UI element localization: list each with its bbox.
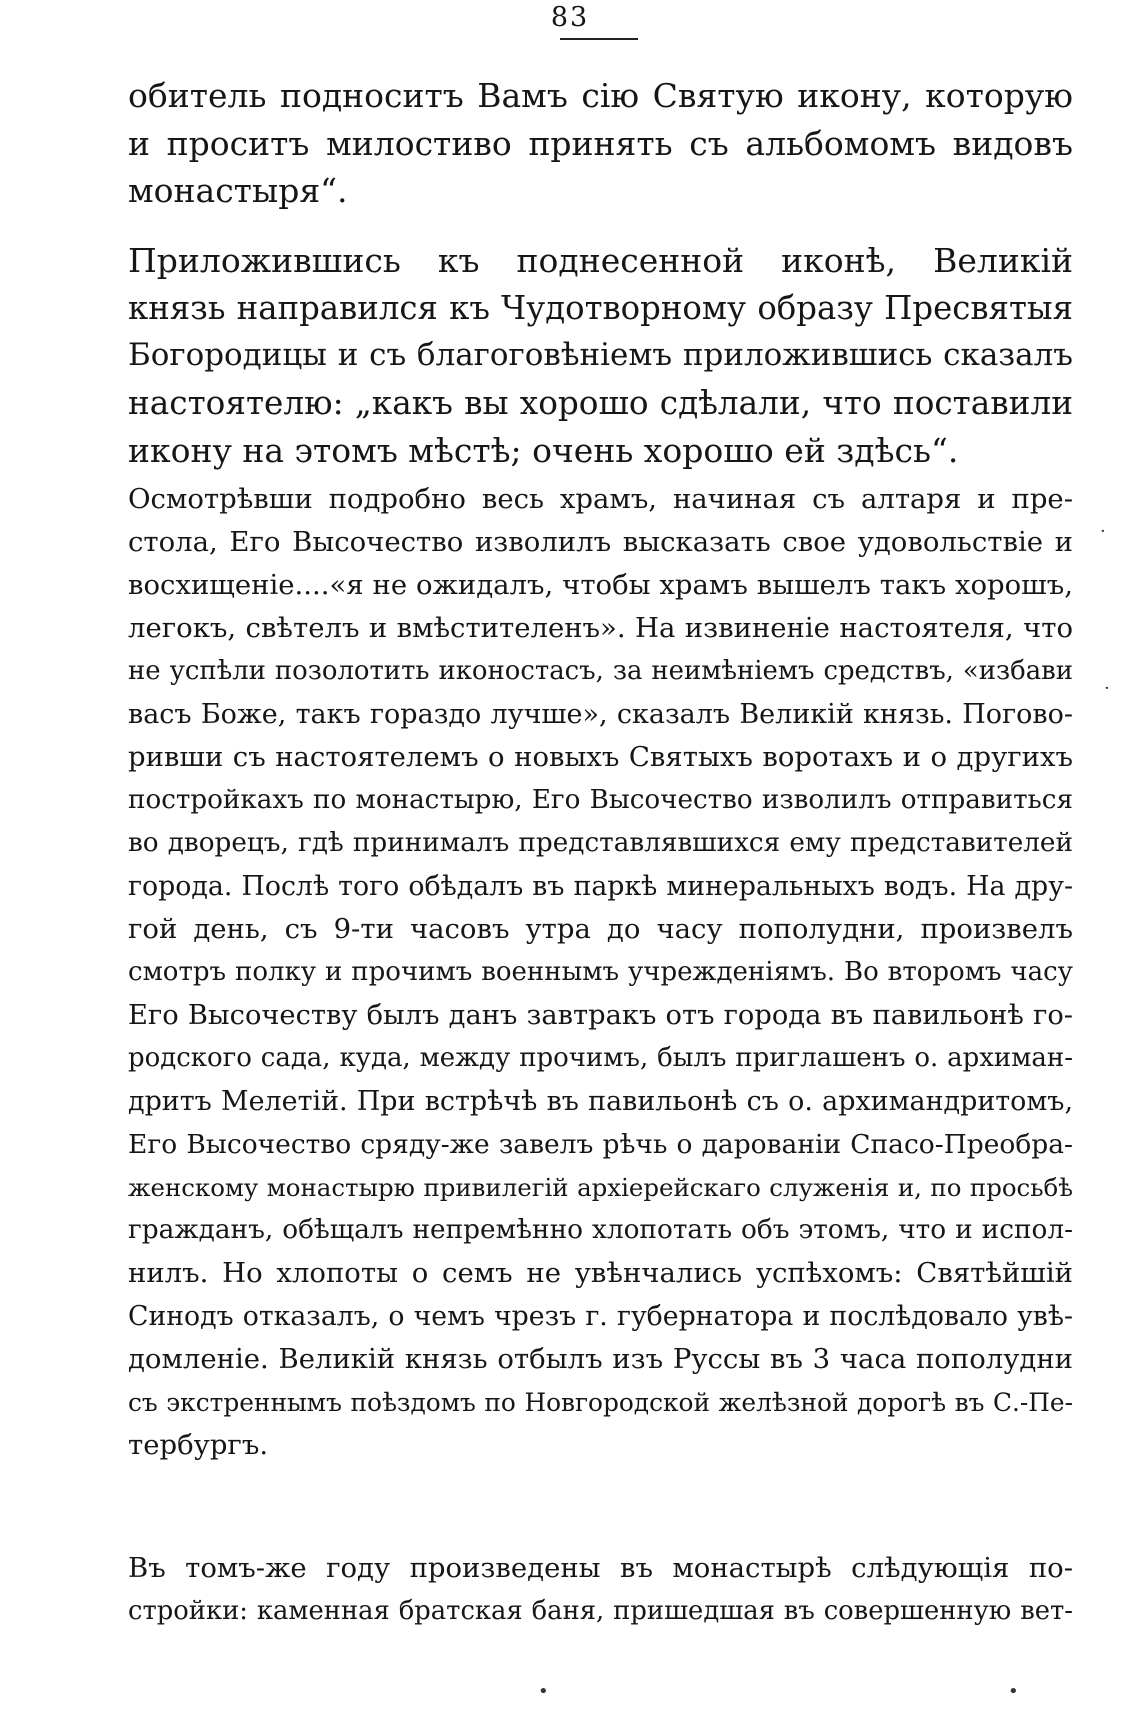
text-line: легокъ, свѣтелъ и вмѣстителенъ». На извиненіе настоятеля, что xyxy=(128,612,1073,644)
text-line: васъ Боже, такъ гораздо лучше», сказалъ Великій князь. Погово- xyxy=(128,699,1073,730)
text-line: женскому монастырю привилегій архіерейскаго служенія и, по просьбѣ xyxy=(128,1173,1073,1202)
paragraph-grand-duke-icon xyxy=(128,237,1073,475)
paragraph-quote-ending xyxy=(128,72,1073,215)
text-line: домленіе. Великій князь отбылъ изъ Руссы въ 3 часа пополудни xyxy=(128,1343,1073,1375)
text-line: икону на этомъ мѣстѣ; очень хорошо ей здѣсь“. xyxy=(128,431,959,470)
text-line: и проситъ милостиво принять съ альбомомъ видовъ xyxy=(128,123,1073,163)
text-line: обитель подноситъ Вамъ сію Святую икону, которую xyxy=(128,76,1073,115)
text-line: не успѣли позолотить иконостасъ, за неимѣніемъ средствъ, «избави xyxy=(128,656,1073,686)
text-line: съ экстреннымъ поѣздомъ по Новгородской желѣзной дорогѣ въ С.-Пе- xyxy=(128,1388,1073,1417)
text-line: города. Послѣ того обѣдалъ въ паркѣ минеральныхъ водъ. На дру- xyxy=(128,871,1073,902)
text-line: Осмотрѣвши подробно весь храмъ, начиная съ алтаря и пре- xyxy=(128,483,1073,515)
text-line: нилъ. Но хлопоты о семъ не увѣнчались успѣхомъ: Святѣйшій xyxy=(128,1257,1073,1289)
text-line: дритъ Мелетій. При встрѣчѣ въ павильонѣ съ о. архимандритомъ, xyxy=(128,1086,1073,1117)
text-line: стола, Его Высочество изволилъ высказать свое удовольствіе и xyxy=(128,526,1073,558)
print-speck: • xyxy=(1008,1681,1019,1702)
text-line: постройкахъ по монастырю, Его Высочество изволилъ отправиться xyxy=(128,785,1073,815)
text-line: ривши съ настоятелемъ о новыхъ Святыхъ воротахъ и о другихъ xyxy=(128,741,1073,773)
page-number: 83 xyxy=(550,2,590,33)
text-line: Богородицы и съ благоговѣніемъ приложившись сказалъ xyxy=(128,337,1073,373)
text-line: князь направился къ Чудотворному образу Пресвятыя xyxy=(128,288,1073,327)
text-line: Синодъ отказалъ, о чемъ чрезъ г. губернатора и послѣдовало увѣ- xyxy=(128,1301,1073,1332)
text-line: Его Высочеству былъ данъ завтракъ отъ города въ павильонѣ го- xyxy=(128,1000,1073,1031)
paragraph-new-buildings xyxy=(128,1547,1073,1633)
text-line: Его Высочество сряду-же завелъ рѣчь о дарованіи Спасо-Преобра- xyxy=(128,1129,1073,1160)
print-speck: • xyxy=(538,1681,549,1702)
text-line: смотръ полку и прочимъ военнымъ учрежденіямъ. Во второмъ часу xyxy=(128,957,1073,987)
print-speck: · xyxy=(1104,678,1110,699)
text-line: тербургъ. xyxy=(128,1429,269,1461)
text-line: Въ томъ-же году произведены въ монастырѣ слѣдующія по- xyxy=(128,1552,1073,1584)
text-line: стройки: каменная братская баня, пришедшая въ совершенную вет- xyxy=(128,1596,1073,1626)
text-line: Приложившись къ поднесенной иконѣ, Великій xyxy=(128,241,1073,280)
text-line: гой день, съ 9-ти часовъ утра до часу пополудни, произвелъ xyxy=(128,913,1073,945)
text-line: монастыря“. xyxy=(128,171,348,210)
page-number-rule xyxy=(560,38,638,40)
text-line: гражданъ, обѣщалъ непремѣнно хлопотать объ этомъ, что и испол- xyxy=(128,1215,1073,1245)
print-speck: · xyxy=(1100,521,1106,542)
text-line: настоятелю: „какъ вы хорошо сдѣлали, что поставили xyxy=(128,383,1073,422)
text-line: родского сада, куда, между прочимъ, былъ приглашенъ о. архиман- xyxy=(128,1043,1073,1073)
paragraph-visit-account xyxy=(128,478,1073,1467)
text-line: восхищеніе....«я не ожидалъ, чтобы храмъ вышелъ такъ хорошъ, xyxy=(128,569,1073,601)
text-line: во дворецъ, гдѣ принималъ представлявшихся ему представителей xyxy=(128,828,1073,858)
